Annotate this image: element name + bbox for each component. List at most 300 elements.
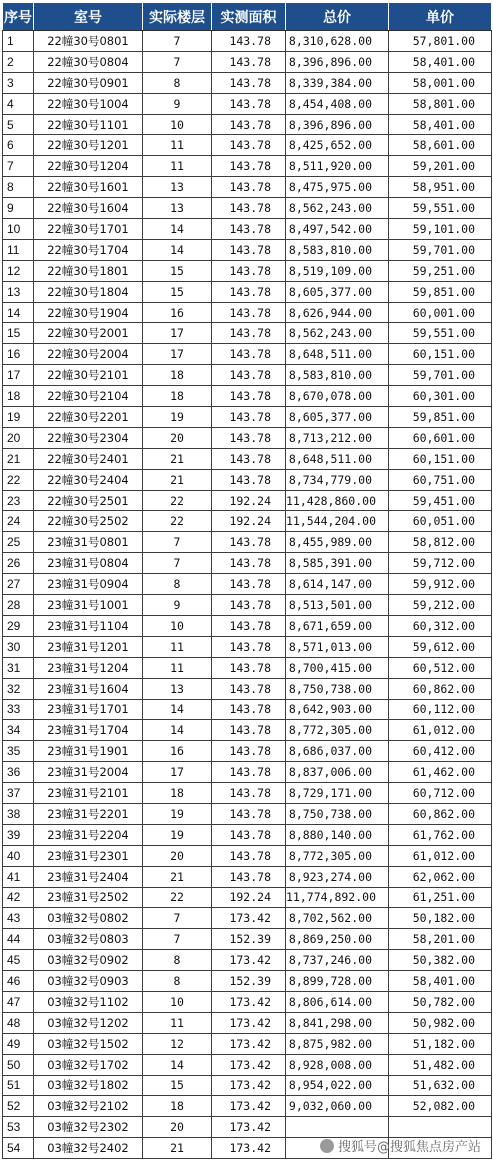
cell-seq: 41 xyxy=(3,866,34,887)
cell-floor: 22 xyxy=(143,511,212,532)
cell-seq: 43 xyxy=(3,908,34,929)
cell-seq: 13 xyxy=(3,281,34,302)
cell-floor: 20 xyxy=(143,1117,212,1138)
cell-total-price: 8,899,728.00 xyxy=(286,971,389,992)
cell-seq: 45 xyxy=(3,950,34,971)
price-list-sheet xyxy=(2,2,491,1159)
cell-area: 143.78 xyxy=(212,720,286,741)
cell-floor: 7 xyxy=(143,532,212,553)
cell-area: 143.78 xyxy=(212,93,286,114)
cell-total-price: 11,428,860.00 xyxy=(286,490,389,511)
cell-area: 143.78 xyxy=(212,532,286,553)
cell-room: 23幢31号0801 xyxy=(34,532,143,553)
cell-area: 192.24 xyxy=(212,511,286,532)
cell-room: 22幢30号2401 xyxy=(34,448,143,469)
cell-room: 23幢31号2004 xyxy=(34,762,143,783)
cell-room: 03幢32号0803 xyxy=(34,929,143,950)
cell-area: 192.24 xyxy=(212,887,286,908)
cell-room: 22幢30号1201 xyxy=(34,135,143,156)
cell-area: 143.78 xyxy=(212,595,286,616)
cell-total-price: 8,923,274.00 xyxy=(286,866,389,887)
cell-room: 23幢31号1701 xyxy=(34,699,143,720)
cell-floor: 20 xyxy=(143,845,212,866)
header-room: 室号 xyxy=(34,3,143,31)
cell-unit-price: 62,062.00 xyxy=(389,866,492,887)
cell-room: 03幢32号2402 xyxy=(34,1138,143,1159)
cell-floor: 22 xyxy=(143,490,212,511)
cell-seq: 8 xyxy=(3,177,34,198)
table-row xyxy=(3,553,492,574)
header-area: 实测面积 xyxy=(212,3,286,31)
cell-total-price: 8,772,305.00 xyxy=(286,845,389,866)
cell-seq: 16 xyxy=(3,344,34,365)
cell-floor: 19 xyxy=(143,407,212,428)
table-row xyxy=(3,407,492,428)
cell-room: 03幢32号0802 xyxy=(34,908,143,929)
cell-unit-price: 59,212.00 xyxy=(389,595,492,616)
cell-room: 22幢30号1601 xyxy=(34,177,143,198)
cell-unit-price: 58,001.00 xyxy=(389,72,492,93)
cell-unit-price: 58,812.00 xyxy=(389,532,492,553)
cell-unit-price: 59,612.00 xyxy=(389,636,492,657)
cell-total-price: 8,339,384.00 xyxy=(286,72,389,93)
table-row xyxy=(3,93,492,114)
header-floor: 实际楼层 xyxy=(143,3,212,31)
cell-seq: 47 xyxy=(3,991,34,1012)
cell-seq: 26 xyxy=(3,553,34,574)
table-row xyxy=(3,803,492,824)
cell-unit-price: 58,401.00 xyxy=(389,971,492,992)
cell-area: 143.78 xyxy=(212,845,286,866)
cell-unit-price: 60,712.00 xyxy=(389,783,492,804)
cell-room: 23幢31号2404 xyxy=(34,866,143,887)
table-row xyxy=(3,511,492,532)
cell-seq: 44 xyxy=(3,929,34,950)
cell-unit-price: 60,301.00 xyxy=(389,386,492,407)
cell-seq: 21 xyxy=(3,448,34,469)
table-row xyxy=(3,31,492,52)
cell-area: 143.78 xyxy=(212,156,286,177)
cell-total-price: 9,032,060.00 xyxy=(286,1096,389,1117)
cell-area: 152.39 xyxy=(212,971,286,992)
table-row xyxy=(3,845,492,866)
cell-area: 143.78 xyxy=(212,177,286,198)
cell-total-price: 8,700,415.00 xyxy=(286,657,389,678)
cell-unit-price: 58,201.00 xyxy=(389,929,492,950)
cell-total-price: 8,585,391.00 xyxy=(286,553,389,574)
cell-unit-price: 59,701.00 xyxy=(389,239,492,260)
table-row xyxy=(3,386,492,407)
table-body xyxy=(3,31,492,1159)
cell-unit-price: 60,112.00 xyxy=(389,699,492,720)
cell-floor: 14 xyxy=(143,699,212,720)
cell-floor: 19 xyxy=(143,824,212,845)
table-row xyxy=(3,72,492,93)
cell-seq: 18 xyxy=(3,386,34,407)
table-row xyxy=(3,1033,492,1054)
cell-unit-price: 51,182.00 xyxy=(389,1033,492,1054)
cell-floor: 15 xyxy=(143,260,212,281)
cell-area: 173.42 xyxy=(212,1117,286,1138)
cell-unit-price: 59,451.00 xyxy=(389,490,492,511)
cell-floor: 10 xyxy=(143,615,212,636)
cell-room: 23幢31号1104 xyxy=(34,615,143,636)
cell-unit-price: 60,862.00 xyxy=(389,803,492,824)
table-row xyxy=(3,699,492,720)
cell-room: 23幢31号2101 xyxy=(34,783,143,804)
cell-room: 03幢32号1502 xyxy=(34,1033,143,1054)
cell-total-price: 11,774,892.00 xyxy=(286,887,389,908)
cell-seq: 15 xyxy=(3,323,34,344)
cell-total-price: 8,454,408.00 xyxy=(286,93,389,114)
cell-area: 143.78 xyxy=(212,783,286,804)
cell-total-price: 11,544,204.00 xyxy=(286,511,389,532)
cell-seq: 10 xyxy=(3,219,34,240)
cell-total-price: 8,713,212.00 xyxy=(286,427,389,448)
table-row xyxy=(3,615,492,636)
cell-area: 143.78 xyxy=(212,866,286,887)
cell-total-price: 8,648,511.00 xyxy=(286,344,389,365)
cell-room: 22幢30号1604 xyxy=(34,198,143,219)
cell-unit-price: 51,482.00 xyxy=(389,1054,492,1075)
cell-total-price: 8,806,614.00 xyxy=(286,991,389,1012)
cell-room: 23幢31号2502 xyxy=(34,887,143,908)
cell-room: 22幢30号1804 xyxy=(34,281,143,302)
cell-unit-price: 60,001.00 xyxy=(389,302,492,323)
cell-unit-price: 61,762.00 xyxy=(389,824,492,845)
cell-area: 143.78 xyxy=(212,469,286,490)
cell-seq: 17 xyxy=(3,365,34,386)
cell-floor: 17 xyxy=(143,344,212,365)
cell-floor: 10 xyxy=(143,991,212,1012)
cell-area: 143.78 xyxy=(212,344,286,365)
cell-floor: 18 xyxy=(143,783,212,804)
cell-total-price: 8,583,810.00 xyxy=(286,239,389,260)
cell-seq: 4 xyxy=(3,93,34,114)
header-seq: 序号 xyxy=(3,3,34,31)
cell-total-price: 8,734,779.00 xyxy=(286,469,389,490)
cell-area: 143.78 xyxy=(212,803,286,824)
cell-total-price: 8,396,896.00 xyxy=(286,114,389,135)
cell-seq: 50 xyxy=(3,1054,34,1075)
cell-floor: 9 xyxy=(143,595,212,616)
cell-area: 173.42 xyxy=(212,1033,286,1054)
cell-seq: 53 xyxy=(3,1117,34,1138)
cell-area: 143.78 xyxy=(212,678,286,699)
cell-total-price: 8,511,920.00 xyxy=(286,156,389,177)
cell-floor: 10 xyxy=(143,114,212,135)
table-row xyxy=(3,887,492,908)
cell-floor: 21 xyxy=(143,448,212,469)
cell-floor: 7 xyxy=(143,929,212,950)
cell-room: 22幢30号1801 xyxy=(34,260,143,281)
cell-seq: 28 xyxy=(3,595,34,616)
cell-area: 143.78 xyxy=(212,657,286,678)
cell-area: 143.78 xyxy=(212,219,286,240)
cell-total-price: 8,614,147.00 xyxy=(286,574,389,595)
cell-total-price: 8,841,298.00 xyxy=(286,1012,389,1033)
cell-floor: 14 xyxy=(143,239,212,260)
cell-floor: 11 xyxy=(143,135,212,156)
cell-area: 143.78 xyxy=(212,741,286,762)
cell-floor: 18 xyxy=(143,365,212,386)
cell-unit-price: 61,012.00 xyxy=(389,720,492,741)
table-row xyxy=(3,532,492,553)
cell-total-price: 8,750,738.00 xyxy=(286,678,389,699)
cell-room: 03幢32号0902 xyxy=(34,950,143,971)
cell-unit-price: 58,401.00 xyxy=(389,114,492,135)
cell-area: 173.42 xyxy=(212,1138,286,1159)
cell-unit-price: 59,201.00 xyxy=(389,156,492,177)
table-row xyxy=(3,490,492,511)
cell-unit-price: 51,632.00 xyxy=(389,1075,492,1096)
table-row xyxy=(3,344,492,365)
cell-area: 173.42 xyxy=(212,950,286,971)
table-row xyxy=(3,950,492,971)
cell-floor: 7 xyxy=(143,553,212,574)
cell-total-price: 8,928,008.00 xyxy=(286,1054,389,1075)
cell-seq: 27 xyxy=(3,574,34,595)
cell-unit-price: 59,551.00 xyxy=(389,323,492,344)
cell-seq: 5 xyxy=(3,114,34,135)
cell-unit-price: 60,751.00 xyxy=(389,469,492,490)
table-row xyxy=(3,198,492,219)
cell-area: 143.78 xyxy=(212,824,286,845)
cell-floor: 8 xyxy=(143,72,212,93)
cell-room: 22幢30号1904 xyxy=(34,302,143,323)
cell-floor: 7 xyxy=(143,51,212,72)
cell-room: 22幢30号1101 xyxy=(34,114,143,135)
cell-unit-price: 59,251.00 xyxy=(389,260,492,281)
cell-floor: 21 xyxy=(143,1138,212,1159)
cell-floor: 16 xyxy=(143,302,212,323)
cell-room: 03幢32号0903 xyxy=(34,971,143,992)
cell-area: 173.42 xyxy=(212,991,286,1012)
cell-unit-price xyxy=(389,1117,492,1138)
cell-total-price: 8,513,501.00 xyxy=(286,595,389,616)
cell-floor: 12 xyxy=(143,1033,212,1054)
cell-area: 143.78 xyxy=(212,114,286,135)
cell-seq: 42 xyxy=(3,887,34,908)
cell-seq: 29 xyxy=(3,615,34,636)
cell-room: 22幢30号1701 xyxy=(34,219,143,240)
cell-total-price: 8,605,377.00 xyxy=(286,281,389,302)
cell-seq: 3 xyxy=(3,72,34,93)
header-row xyxy=(3,3,492,31)
cell-seq: 39 xyxy=(3,824,34,845)
table-row xyxy=(3,1075,492,1096)
cell-floor: 7 xyxy=(143,31,212,52)
cell-unit-price: 58,951.00 xyxy=(389,177,492,198)
cell-room: 23幢31号1901 xyxy=(34,741,143,762)
cell-floor: 14 xyxy=(143,1054,212,1075)
cell-room: 23幢31号1201 xyxy=(34,636,143,657)
cell-area: 143.78 xyxy=(212,574,286,595)
cell-total-price: 8,396,896.00 xyxy=(286,51,389,72)
cell-total-price: 8,750,738.00 xyxy=(286,803,389,824)
cell-floor: 14 xyxy=(143,219,212,240)
cell-total-price: 8,497,542.00 xyxy=(286,219,389,240)
table-row xyxy=(3,219,492,240)
cell-unit-price: 58,401.00 xyxy=(389,51,492,72)
cell-seq: 30 xyxy=(3,636,34,657)
cell-area: 143.78 xyxy=(212,260,286,281)
cell-floor: 14 xyxy=(143,720,212,741)
cell-area: 173.42 xyxy=(212,1075,286,1096)
cell-room: 22幢30号0901 xyxy=(34,72,143,93)
cell-seq: 7 xyxy=(3,156,34,177)
cell-area: 143.78 xyxy=(212,762,286,783)
cell-area: 143.78 xyxy=(212,699,286,720)
table-row xyxy=(3,574,492,595)
cell-total-price: 8,702,562.00 xyxy=(286,908,389,929)
header-total-price: 总价 xyxy=(286,3,389,31)
cell-area: 143.78 xyxy=(212,72,286,93)
table-row xyxy=(3,929,492,950)
cell-seq: 1 xyxy=(3,31,34,52)
cell-room: 23幢31号2201 xyxy=(34,803,143,824)
cell-seq: 20 xyxy=(3,427,34,448)
table-row xyxy=(3,156,492,177)
cell-floor: 13 xyxy=(143,198,212,219)
table-row xyxy=(3,908,492,929)
cell-room: 23幢31号1001 xyxy=(34,595,143,616)
cell-seq: 52 xyxy=(3,1096,34,1117)
cell-seq: 23 xyxy=(3,490,34,511)
cell-unit-price: 60,601.00 xyxy=(389,427,492,448)
cell-unit-price: 61,462.00 xyxy=(389,762,492,783)
cell-area: 143.78 xyxy=(212,448,286,469)
cell-seq: 31 xyxy=(3,657,34,678)
cell-area: 143.78 xyxy=(212,135,286,156)
cell-room: 22幢30号0801 xyxy=(34,31,143,52)
cell-room: 23幢31号1604 xyxy=(34,678,143,699)
cell-seq: 11 xyxy=(3,239,34,260)
cell-floor: 9 xyxy=(143,93,212,114)
cell-total-price: 8,875,982.00 xyxy=(286,1033,389,1054)
cell-area: 143.78 xyxy=(212,239,286,260)
cell-unit-price: 59,712.00 xyxy=(389,553,492,574)
cell-total-price: 8,562,243.00 xyxy=(286,323,389,344)
cell-area: 173.42 xyxy=(212,1054,286,1075)
table-row xyxy=(3,177,492,198)
cell-area: 143.78 xyxy=(212,302,286,323)
table-row xyxy=(3,114,492,135)
cell-unit-price: 59,851.00 xyxy=(389,407,492,428)
cell-unit-price: 50,382.00 xyxy=(389,950,492,971)
table-row xyxy=(3,448,492,469)
table-row xyxy=(3,741,492,762)
cell-unit-price: 58,801.00 xyxy=(389,93,492,114)
watermark-text: 搜狐号@搜狐焦点房产站 xyxy=(337,1140,481,1155)
sohu-logo-icon xyxy=(320,1139,334,1153)
cell-total-price: 8,583,810.00 xyxy=(286,365,389,386)
cell-unit-price: 50,182.00 xyxy=(389,908,492,929)
cell-area: 173.42 xyxy=(212,908,286,929)
cell-room: 03幢32号2302 xyxy=(34,1117,143,1138)
cell-floor: 16 xyxy=(143,741,212,762)
cell-seq: 24 xyxy=(3,511,34,532)
table-row xyxy=(3,427,492,448)
cell-total-price: 8,519,109.00 xyxy=(286,260,389,281)
cell-room: 03幢32号1102 xyxy=(34,991,143,1012)
cell-room: 23幢31号2301 xyxy=(34,845,143,866)
table-row xyxy=(3,51,492,72)
cell-room: 03幢32号1202 xyxy=(34,1012,143,1033)
table-row xyxy=(3,302,492,323)
cell-room: 22幢30号2404 xyxy=(34,469,143,490)
cell-area: 143.78 xyxy=(212,636,286,657)
cell-seq: 34 xyxy=(3,720,34,741)
table-row xyxy=(3,323,492,344)
cell-total-price xyxy=(286,1117,389,1138)
cell-seq: 40 xyxy=(3,845,34,866)
cell-unit-price: 60,862.00 xyxy=(389,678,492,699)
cell-room: 22幢30号2004 xyxy=(34,344,143,365)
cell-floor: 21 xyxy=(143,866,212,887)
cell-area: 143.78 xyxy=(212,386,286,407)
cell-unit-price: 61,251.00 xyxy=(389,887,492,908)
cell-room: 22幢30号2101 xyxy=(34,365,143,386)
cell-unit-price: 50,982.00 xyxy=(389,1012,492,1033)
cell-area: 143.78 xyxy=(212,407,286,428)
cell-floor: 15 xyxy=(143,1075,212,1096)
cell-total-price: 8,648,511.00 xyxy=(286,448,389,469)
header-unit-price: 单价 xyxy=(389,3,492,31)
cell-room: 23幢31号0904 xyxy=(34,574,143,595)
cell-unit-price: 58,601.00 xyxy=(389,135,492,156)
cell-total-price: 8,605,377.00 xyxy=(286,407,389,428)
cell-seq: 48 xyxy=(3,1012,34,1033)
cell-unit-price: 60,412.00 xyxy=(389,741,492,762)
cell-total-price: 8,310,628.00 xyxy=(286,31,389,52)
cell-seq: 54 xyxy=(3,1138,34,1159)
cell-unit-price: 59,912.00 xyxy=(389,574,492,595)
cell-unit-price: 60,151.00 xyxy=(389,448,492,469)
cell-total-price: 8,954,022.00 xyxy=(286,1075,389,1096)
cell-seq: 49 xyxy=(3,1033,34,1054)
table-row xyxy=(3,595,492,616)
cell-seq: 51 xyxy=(3,1075,34,1096)
cell-seq: 25 xyxy=(3,532,34,553)
cell-unit-price: 59,101.00 xyxy=(389,219,492,240)
table-row xyxy=(3,1054,492,1075)
cell-floor: 8 xyxy=(143,971,212,992)
cell-unit-price: 50,782.00 xyxy=(389,991,492,1012)
cell-seq: 6 xyxy=(3,135,34,156)
cell-seq: 46 xyxy=(3,971,34,992)
cell-room: 22幢30号2201 xyxy=(34,407,143,428)
cell-area: 143.78 xyxy=(212,323,286,344)
cell-seq: 38 xyxy=(3,803,34,824)
cell-total-price: 8,455,989.00 xyxy=(286,532,389,553)
cell-room: 22幢30号2304 xyxy=(34,427,143,448)
table-row xyxy=(3,135,492,156)
cell-seq: 32 xyxy=(3,678,34,699)
cell-area: 192.24 xyxy=(212,490,286,511)
cell-floor: 8 xyxy=(143,950,212,971)
cell-total-price: 8,737,246.00 xyxy=(286,950,389,971)
cell-total-price: 8,571,013.00 xyxy=(286,636,389,657)
cell-floor: 8 xyxy=(143,574,212,595)
table-row xyxy=(3,260,492,281)
cell-room: 22幢30号2104 xyxy=(34,386,143,407)
table-row xyxy=(3,636,492,657)
cell-total-price: 8,670,078.00 xyxy=(286,386,389,407)
table-row xyxy=(3,239,492,260)
table-row xyxy=(3,824,492,845)
cell-total-price: 8,880,140.00 xyxy=(286,824,389,845)
